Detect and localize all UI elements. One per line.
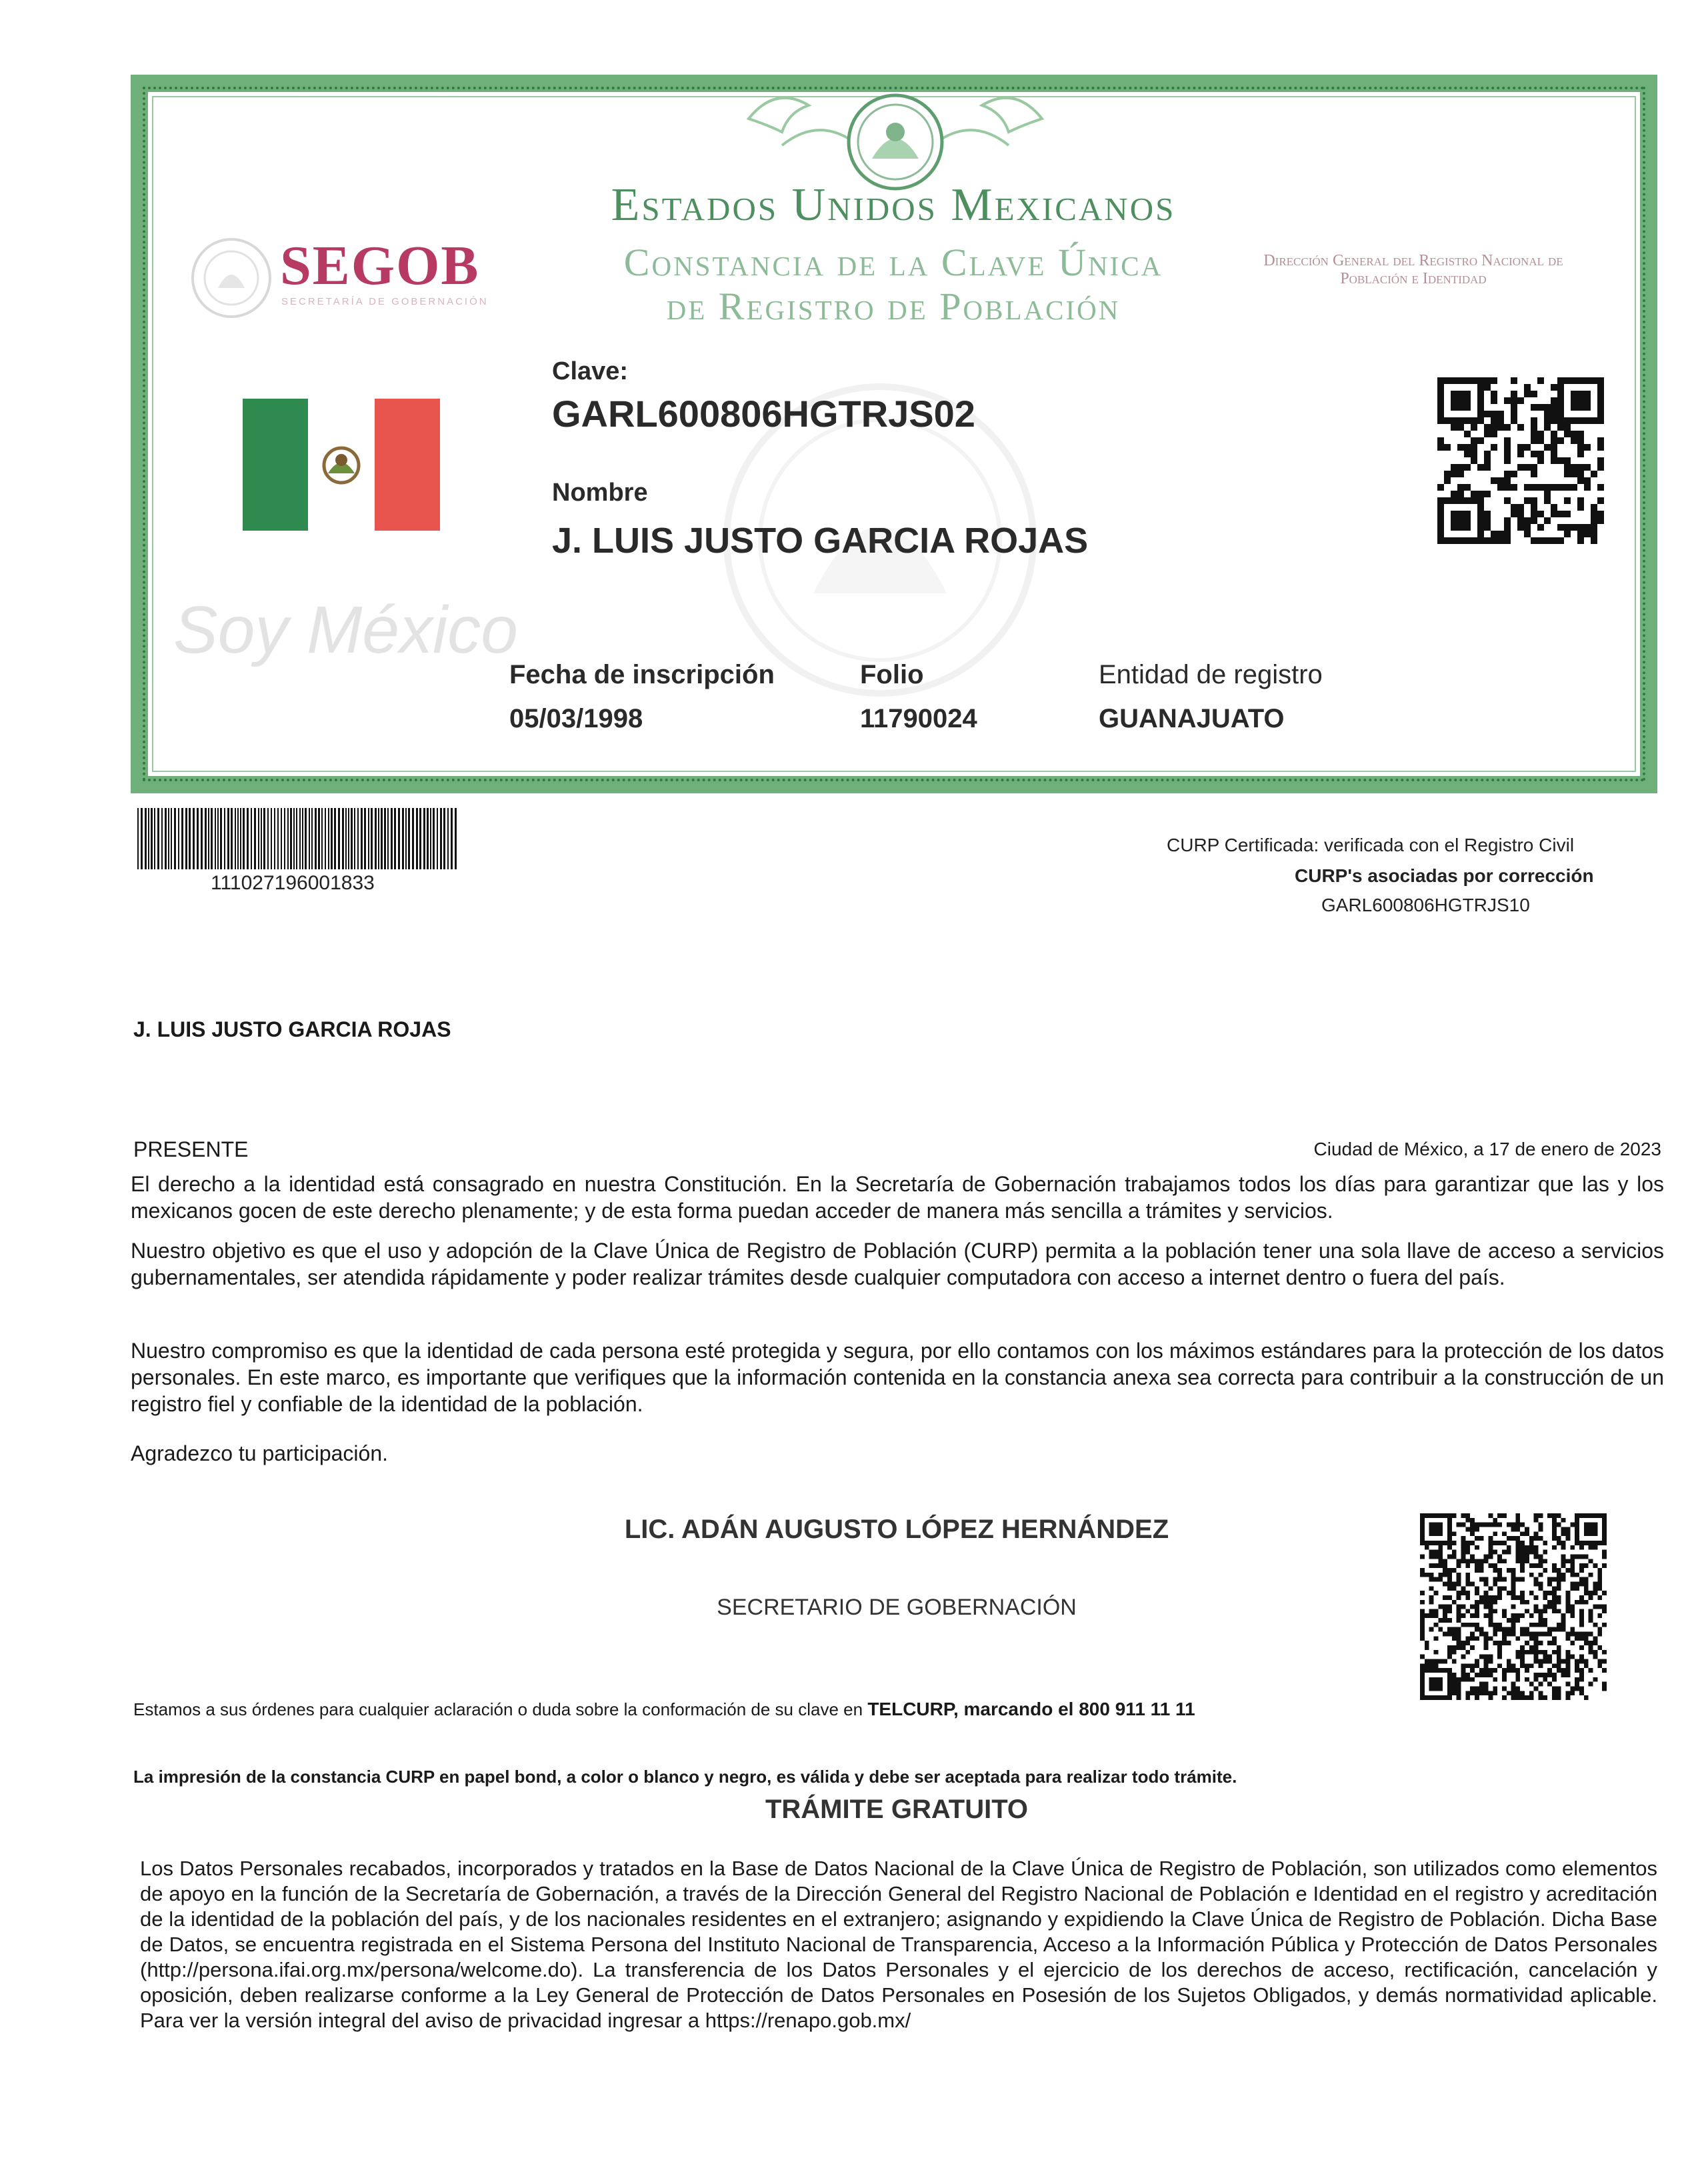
privacy-notice: Los Datos Personales recabados, incorporados y tratados en la Base de Datos Nacional de la Clave Única de Registro de Población, son utilizados como elementos de apoyo en la función de la Secretaría de Gobernación, a través de la Dirección General del Registro Nacional de Población e Identidad en el registro y acreditación de la identidad de la población del país, y de los nacionales residentes en el extranjero; asignando y expidiendo la Clave Única de Registro de Población. Dicha Base de Datos, se encuentra registrada en el Sistema Persona del Instituto Nacional de Transparencia, Acceso a la Información Pública y Protección de Datos Personales (http://persona.ifai.org.mx/persona/welcome.do). La transferencia de los Datos Personales y el ejercicio de los derechos de acceso, rectificación, cancelación y oposición, deben realizarse conforme a la Ley General de Protección de Datos Personales en Posesión de los Sujetos Obligados, y demás normatividad aplicable. Para ver la versión integral del aviso de privacidad ingresar a https://renapo.gob.mx/ [140, 1857, 1657, 2032]
qr-code-icon [1420, 1513, 1607, 1700]
curp-value: GARL600806HGTRJS02 [552, 393, 975, 435]
curp-asociadas-label: CURP's asociadas por corrección [1295, 865, 1594, 886]
nombre-label: Nombre [552, 479, 648, 507]
folio-value: 11790024 [860, 704, 977, 733]
letter-paragraph-4: Agradezco tu participación. [131, 1441, 388, 1465]
signer-name: LIC. ADÁN AUGUSTO LÓPEZ HERNÁNDEZ [624, 1515, 1169, 1544]
mexican-flag-icon [243, 399, 440, 531]
curp-asociada-value: GARL600806HGTRJS10 [1321, 895, 1530, 915]
segob-seal-icon [188, 235, 275, 321]
segob-logo: SEGOB [280, 235, 480, 297]
qr-code-icon [1437, 377, 1604, 544]
segob-subtitle: SECRETARÍA DE GOBERNACIÓN [281, 296, 489, 307]
telcurp-note [133, 1699, 1195, 1720]
telcurp-phone: TELCURP, marcando el 800 911 11 11 [867, 1699, 1195, 1719]
nombre-value: J. LUIS JUSTO GARCIA ROJAS [552, 521, 1089, 561]
entidad-registro-label: Entidad de registro [1099, 660, 1323, 689]
entidad-registro-value: GUANAJUATO [1099, 704, 1285, 733]
document-title: Estados Unidos Mexicanos [611, 179, 1176, 231]
impresion-note: La impresión de la constancia CURP en papel bond, a color o blanco y negro, es válida y debe ser aceptada para realizar todo trámite. [133, 1767, 1237, 1787]
presente-salutation: PRESENTE [133, 1137, 249, 1161]
folio-label: Folio [860, 660, 924, 689]
fecha-inscripcion-label: Fecha de inscripción [509, 660, 775, 689]
clave-label: Clave: [552, 357, 629, 385]
letter-paragraph-2: Nuestro objetivo es que el uso y adopción de la Clave Única de Registro de Población (CURP) permita a la población tener una sola llave de acceso a servicios gubernamentales, ser atendida rápidamente y poder realizar trámites desde cualquier computadora con acceso a internet dentro o fuera del país. [131, 1239, 1664, 1289]
barcode-icon [137, 808, 457, 869]
letter-paragraph-3: Nuestro compromiso es que la identidad de cada persona esté protegida y segura, por ello contamos con los máximos estándares para la protección de los datos personales. En este marco, es importante que verifiques que la información contenida en la constancia anexa sea correcta para contribuir a la construcción de un registro fiel y confiable de la identidad de la población. [131, 1339, 1664, 1416]
letter-paragraph-1: El derecho a la identidad está consagrado en nuestra Constitución. En la Secretaría de Gobernación trabajamos todos los días para garantizar que las y los mexicanos gocen de este derecho plenamente; y de esta forma puedan acceder de manera más sencilla a trámites y servicios. [131, 1172, 1664, 1223]
telcurp-text: Estamos a sus órdenes para cualquier aclaración o duda sobre la conformación de su clave en [133, 1699, 863, 1719]
document-subtitle-line2: de Registro de Población [666, 285, 1121, 328]
place-date: Ciudad de México, a 17 de enero de 2023 [1313, 1139, 1661, 1159]
barcode-number: 111027196001833 [211, 872, 375, 894]
signer-title: SECRETARIO DE GOBERNACIÓN [717, 1595, 1077, 1620]
directorate-name: Dirección General del Registro Nacional de Población e Identidad [1263, 252, 1563, 287]
document-subtitle-line1: Constancia de la Clave Única [623, 241, 1163, 284]
curp-certificada-note: CURP Certificada: verificada con el Registro Civil [1167, 835, 1575, 855]
tramite-gratuito: TRÁMITE GRATUITO [765, 1795, 1029, 1824]
soy-mexico-watermark: Soy México [173, 593, 518, 667]
recipient-name: J. LUIS JUSTO GARCIA ROJAS [133, 1017, 451, 1041]
fecha-inscripcion-value: 05/03/1998 [509, 704, 643, 733]
coat-of-arms-crest-icon [735, 79, 1055, 192]
